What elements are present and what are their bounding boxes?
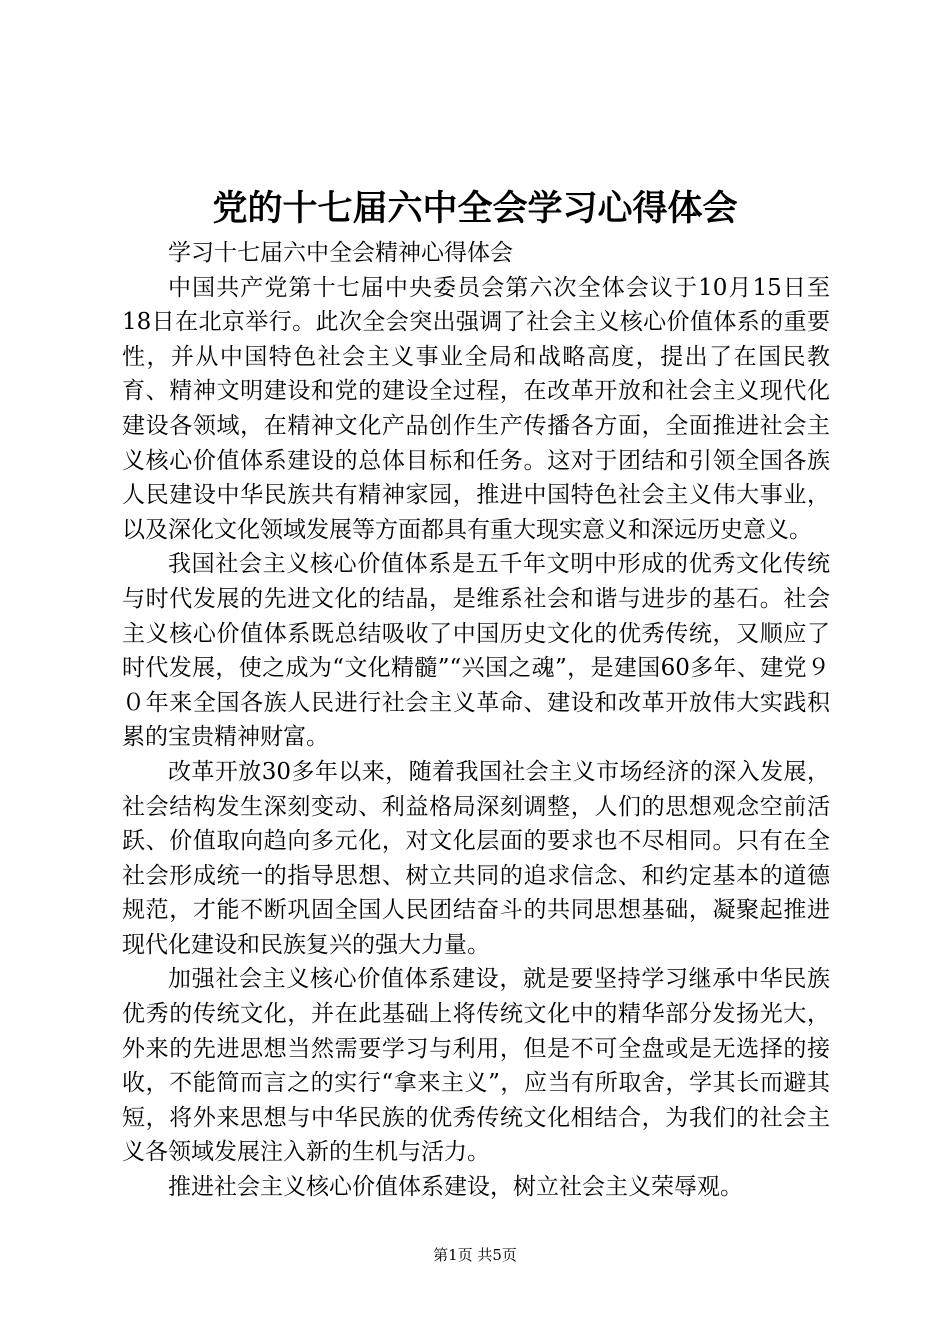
- body-paragraph: 加强社会主义核心价值体系建设，就是要坚持学习继承中华民族优秀的传统文化，并在此基础上将传统文化中的精华部分发扬光大，外来的先进思想当然需要学习与利用，但是不可全盘或是无选择的接收，不能简而言之的实行“拿来主义”，应当有所取舍，学其长而避其短，将外来思想与中华民族的优秀传统文化相结合，为我们的社会主义各领域发展注入新的生机与活力。: [122, 966, 830, 1166]
- document-body: [122, 236, 830, 1205]
- document-title: 党的十七届六中全会学习心得体会: [212, 188, 738, 229]
- subtitle-paragraph: 学习十七届六中全会精神心得体会: [168, 240, 513, 266]
- body-paragraph: 我国社会主义核心价值体系是五千年文明中形成的优秀文化传统与时代发展的先进文化的结晶，是维系社会和谐与进步的基石。社会主义核心价值体系既总结吸收了中国历史文化的优秀传统，又顺应了时代发展，使之成为“文化精髓”“兴国之魂”，是建国60多年、建党９０年来全国各族人民进行社会主义革命、建设和改革开放伟大实践积累的宝贵精神财富。: [122, 551, 830, 751]
- body-paragraph: 中国共产党第十七届中央委员会第六次全体会议于10月15日至18日在北京举行。此次全会突出强调了社会主义核心价值体系的重要性，并从中国特色社会主义事业全局和战略高度，提出了在国民教育、精神文明建设和党的建设全过程，在改革开放和社会主义现代化建设各领域，在精神文化产品创作生产传播各方面，全面推进社会主义核心价值体系建设的总体目标和任务。这对于团结和引领全国各族人民建设中华民族共有精神家园，推进中国特色社会主义伟大事业，以及深化文化领域发展等方面都具有重大现实意义和深远历史意义。: [122, 274, 830, 543]
- body-paragraph: 推进社会主义核心价值体系建设，树立社会主义荣辱观。: [168, 1174, 743, 1201]
- body-paragraph: 改革开放30多年以来，随着我国社会主义市场经济的深入发展，社会结构发生深刻变动、利益格局深刻调整，人们的思想观念空前活跃、价值取向趋向多元化，对文化层面的要求也不尽相同。只有在全社会形成统一的指导思想、树立共同的追求信念、和约定基本的道德规范，才能不断巩固全国人民团结奋斗的共同思想基础，凝聚起推进现代化建设和民族复兴的强大力量。: [122, 758, 830, 958]
- page-footer: 第1页 共5页: [433, 1246, 517, 1264]
